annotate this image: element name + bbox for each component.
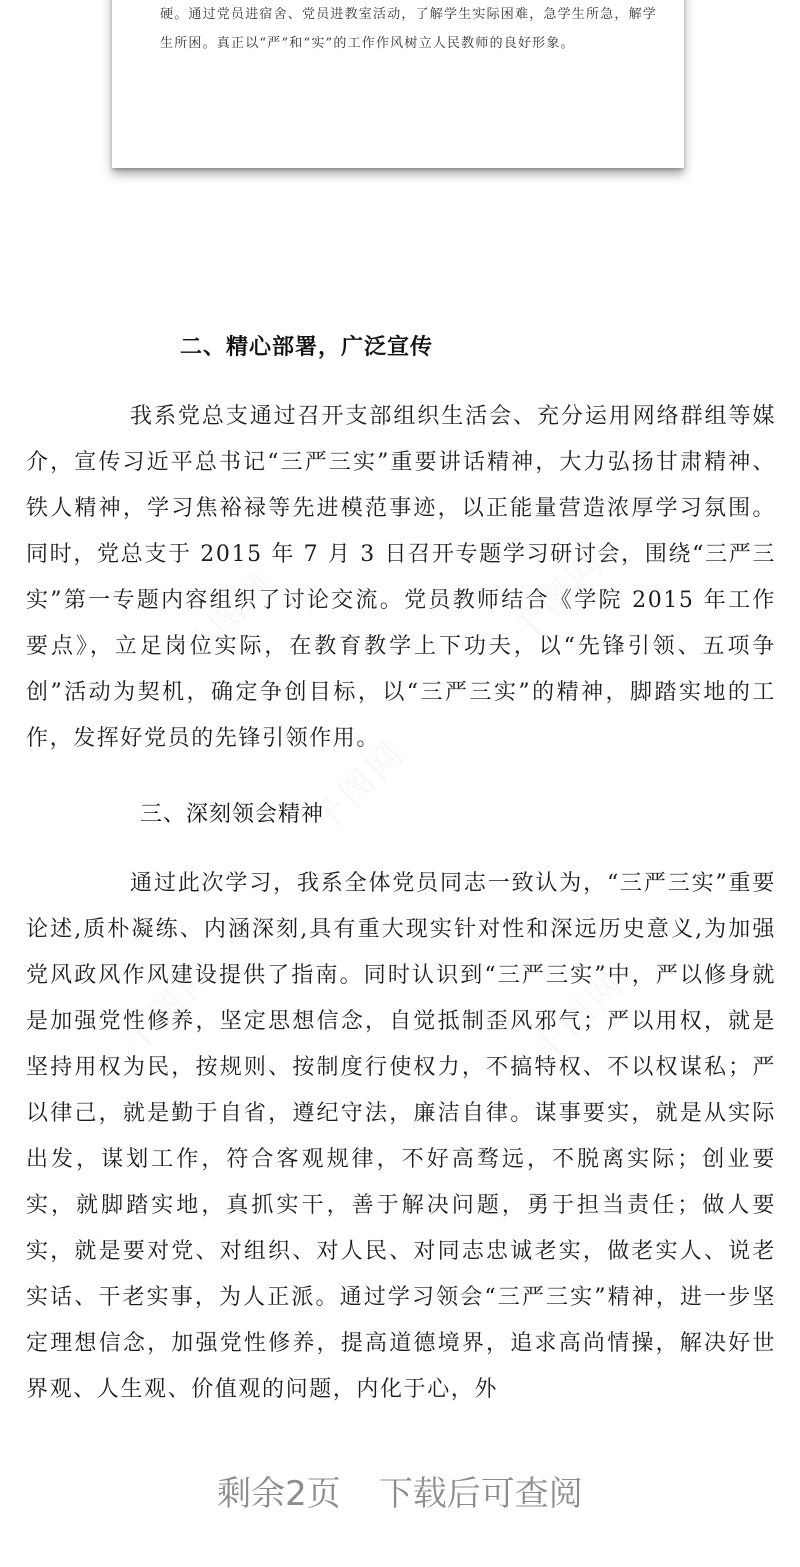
download-hint-label: 下载后可查阅 — [378, 1473, 583, 1514]
watermark: 千图网 — [525, 962, 634, 1072]
watermark: 千图网 — [305, 732, 414, 842]
watermark: 千图网 — [505, 542, 614, 652]
section-body-deploy: 我系党总支通过召开支部组织生活会、充分运用网络群组等媒介，宣传习近平总书记“三严三实”重要讲话精神，大力弘扬甘肃精神、铁人精神，学习焦裕禄等先进模范事迹，以正能量营造浓厚学习氛围。同时，党总支于 2015 年 7 月 3 日召开专题学习研讨会，围绕“三严三实”第一专题内容组织了讨论交流。党员教师结合《学院 2015 年工作要点》，立足岗位实际，在教育教学上下功夫，以“先锋引领、五项争创”活动为契机，确定争创目标，以“三严三实”的精神，脚踏实地的工作，发挥好党员的先锋引领作用。 — [26, 404, 776, 751]
previous-page-card — [112, 0, 684, 168]
watermark: 千图网 — [115, 952, 224, 1062]
remaining-pages-label: 剩余2页 — [217, 1473, 341, 1514]
previous-page-text: 硬。通过党员进宿舍、党员进教室活动，了解学生实际困难，急学生所急，解学生所困。真正以“严”和“实”的工作作风树立人民教师的良好形象。 — [160, 7, 658, 51]
download-prompt[interactable] — [0, 1455, 800, 1525]
section-heading-understand: 三、深刻领会精神 — [140, 802, 325, 827]
watermark: 千图网 — [175, 562, 284, 672]
section-heading-deploy: 二、精心部署，广泛宣传 — [180, 335, 434, 360]
section-body-understand: 通过此次学习，我系全体党员同志一致认为，“三严三实”重要论述,质朴凝练、内涵深刻,具有重大现实针对性和深远历史意义,为加强党风政风作风建设提供了指南。同时认识到“三严三实”中，严以修身就是加强党性修养，坚定思想信念，自觉抵制歪风邪气；严以用权，就是坚持用权为民，按规则、按制度行使权力，不搞特权、不以权谋私；严以律己，就是勤于自省，遵纪守法，廉洁自律。谋事要实，就是从实际出发，谋划工作，符合客观规律，不好高骛远，不脱离实际；创业要实，就脚踏实地，真抓实干，善于解决问题，勇于担当责任；做人要实，就是要对党、对组织、对人民、对同志忠诚老实，做老实人、说老实话、干老实事，为人正派。通过学习领会“三严三实”精神，进一步坚定理想信念，加强党性修养，提高道德境界，追求高尚情操，解决好世界观、人生观、价值观的问题，内化于心，外 — [26, 871, 776, 1402]
